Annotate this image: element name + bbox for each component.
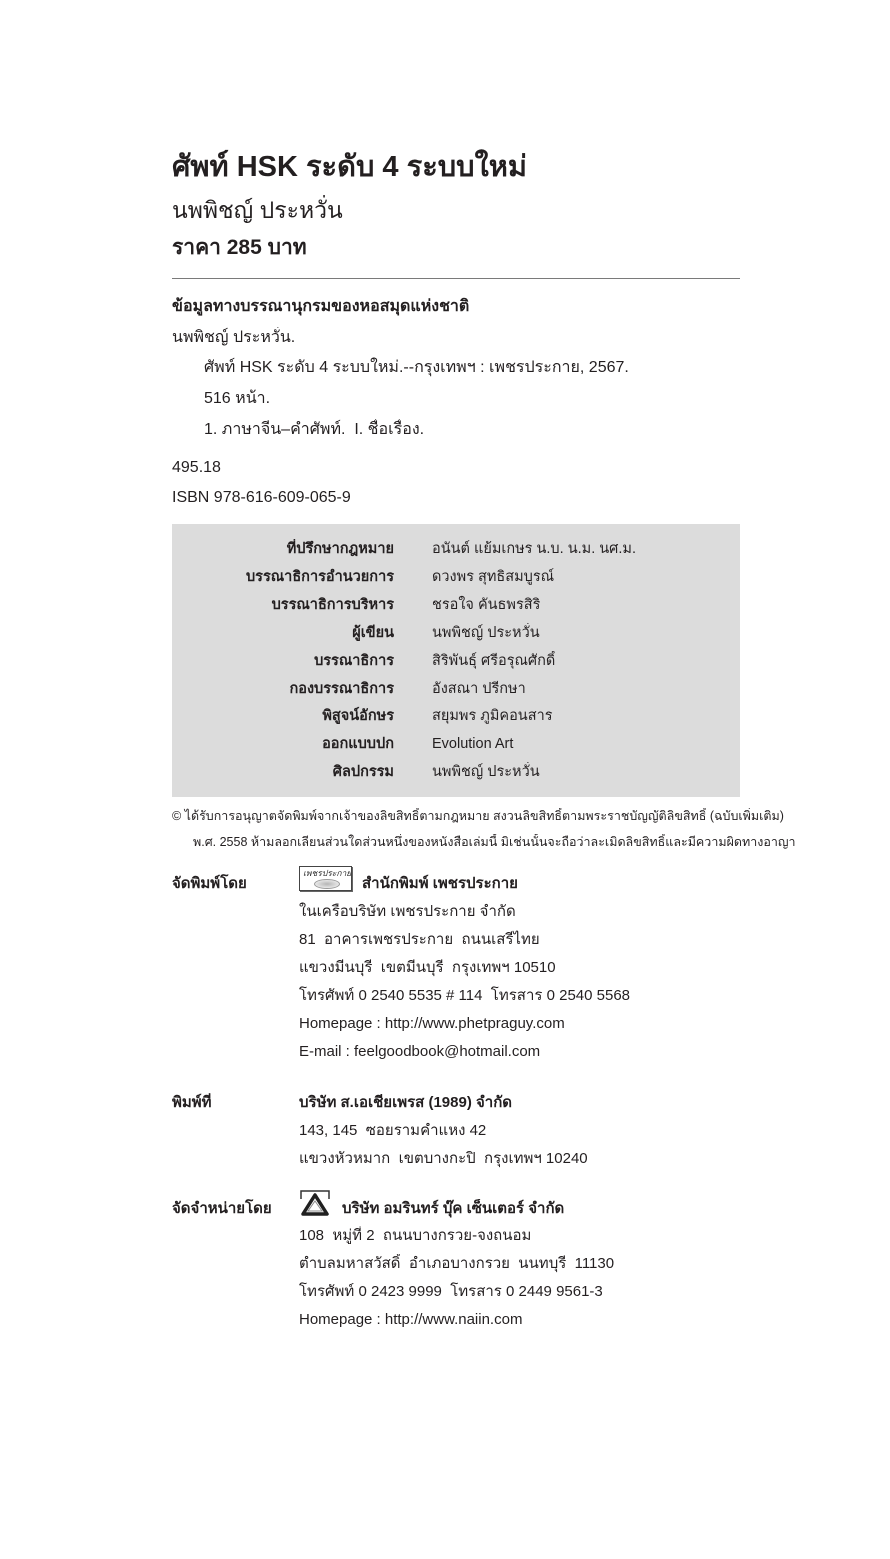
credit-role: บรรณาธิการอำนวยการ xyxy=(245,569,394,585)
printer-address-line: แขวงหัวหมาก เขตบางกะปิ กรุงเทพฯ 10240 xyxy=(299,1150,588,1167)
credit-name: สยุมพร ภูมิคอนสาร xyxy=(432,708,553,724)
book-title: ศัพท์ HSK ระดับ 4 ระบบใหม่ xyxy=(172,151,527,183)
distributor-name: บริษัท อมรินทร์ บุ๊ค เซ็นเตอร์ จำกัด xyxy=(342,1200,565,1217)
distributor-homepage: Homepage : http://www.naiin.com xyxy=(299,1311,523,1328)
credit-role: กองบรรณาธิการ xyxy=(289,681,394,697)
credit-name: ชรอใจ คันธพรสิริ xyxy=(432,597,541,613)
distributor-label: จัดจำหน่ายโดย xyxy=(172,1200,272,1217)
printer-address-line: 143, 145 ซอยรามคำแหง 42 xyxy=(299,1122,487,1139)
credit-role: ออกแบบปก xyxy=(322,736,394,752)
printer-name: บริษัท ส.เอเชียเพรส (1989) จำกัด xyxy=(299,1094,513,1111)
credit-row xyxy=(172,539,740,559)
credit-name: นพพิชญ์ ประหวั่น xyxy=(432,625,540,641)
credit-role: พิสูจน์อักษร xyxy=(322,708,394,724)
credit-row xyxy=(172,762,740,782)
credit-name: ดวงพร สุทธิสมบูรณ์ xyxy=(432,569,555,585)
credit-role: บรรณาธิการบริหาร xyxy=(271,597,394,613)
gem-icon xyxy=(314,879,340,889)
credit-name: สิริพันธุ์ ศรีอรุณศักดิ์ xyxy=(432,653,556,669)
book-price: ราคา 285 บาท xyxy=(172,236,307,259)
book-author: นพพิชญ์ ประหวั่น xyxy=(172,197,343,223)
credit-row xyxy=(172,567,740,587)
publisher-homepage: Homepage : http://www.phetpraguy.com xyxy=(299,1015,565,1032)
publisher-email: E-mail : feelgoodbook@hotmail.com xyxy=(299,1043,541,1060)
publisher-name: สำนักพิมพ์ เพชรประกาย xyxy=(362,875,518,892)
credit-row xyxy=(172,595,740,615)
publisher-logo-text: เพชรประกาย xyxy=(303,868,352,878)
credit-row xyxy=(172,706,740,726)
credit-row xyxy=(172,651,740,671)
credit-role: ที่ปรึกษากฎหมาย xyxy=(286,541,394,557)
credit-name: นพพิชญ์ ประหวั่น xyxy=(432,764,540,780)
credit-role: ศิลปกรรม xyxy=(332,764,394,780)
publisher-address-line: ในเครือบริษัท เพชรประกาย จำกัด xyxy=(299,903,516,920)
classification-number: 495.18 xyxy=(172,459,221,476)
publisher-phone: โทรศัพท์ 0 2540 5535 # 114 โทรสาร 0 2540 5568 xyxy=(299,987,631,1004)
credits-panel xyxy=(172,524,740,797)
cataloging-heading: ข้อมูลทางบรรณานุกรมของหอสมุดแห่งชาติ xyxy=(172,298,470,315)
distributor-address-line: 108 หมู่ที่ 2 ถนนบางกรวย-จงถนอม xyxy=(299,1227,532,1244)
publisher-address-line: 81 อาคารเพชรประกาย ถนนเสรีไทย xyxy=(299,931,540,948)
distributor-address-line: ตำบลมหาสวัสดิ์ อำเภอบางกรวย นนทบุรี 11130 xyxy=(299,1255,615,1272)
credit-row xyxy=(172,679,740,699)
publisher-logo xyxy=(299,866,352,891)
distributor-phone: โทรศัพท์ 0 2423 9999 โทรสาร 0 2449 9561-3 xyxy=(299,1283,603,1300)
cataloging-line: 516 หน้า. xyxy=(204,390,271,407)
copyright-notice-line: © ได้รับการอนุญาตจัดพิมพ์จากเจ้าของลิขสิทธิ์ตามกฎหมาย สงวนลิขสิทธิ์ตามพระราชบัญญัติลิขสิทธิ์ (ฉบับเพิ่มเติม) xyxy=(172,809,784,823)
credit-name: อนันต์ แย้มเกษร น.บ. น.ม. นศ.ม. xyxy=(432,541,636,557)
credit-name: อังสณา ปรีกษา xyxy=(432,681,526,697)
publisher-label: จัดพิมพ์โดย xyxy=(172,875,247,892)
triangle-logo-icon xyxy=(299,1189,331,1217)
credit-row xyxy=(172,734,740,754)
cataloging-line: ศัพท์ HSK ระดับ 4 ระบบใหม่.--กรุงเทพฯ : เพชรประกาย, 2567. xyxy=(204,359,629,376)
credit-role: บรรณาธิการ xyxy=(314,653,394,669)
cataloging-line: 1. ภาษาจีน–คำศัพท์. I. ชื่อเรื่อง. xyxy=(204,421,425,438)
isbn: ISBN 978-616-609-065-9 xyxy=(172,489,351,506)
cataloging-author: นพพิชญ์ ประหวั่น. xyxy=(172,329,296,346)
publisher-address-line: แขวงมีนบุรี เขตมีนบุรี กรุงเทพฯ 10510 xyxy=(299,959,556,976)
printer-label: พิมพ์ที่ xyxy=(172,1094,212,1111)
divider xyxy=(172,278,740,279)
credit-row xyxy=(172,623,740,643)
credit-role: ผู้เขียน xyxy=(352,625,394,641)
copyright-notice-line: พ.ศ. 2558 ห้ามลอกเลียนส่วนใดส่วนหนึ่งของหนังสือเล่มนี้ มิเช่นนั้นจะถือว่าละเมิดลิขสิทธิ์และมีความผิดทางอาญา xyxy=(193,835,796,849)
credit-name: Evolution Art xyxy=(432,736,514,752)
